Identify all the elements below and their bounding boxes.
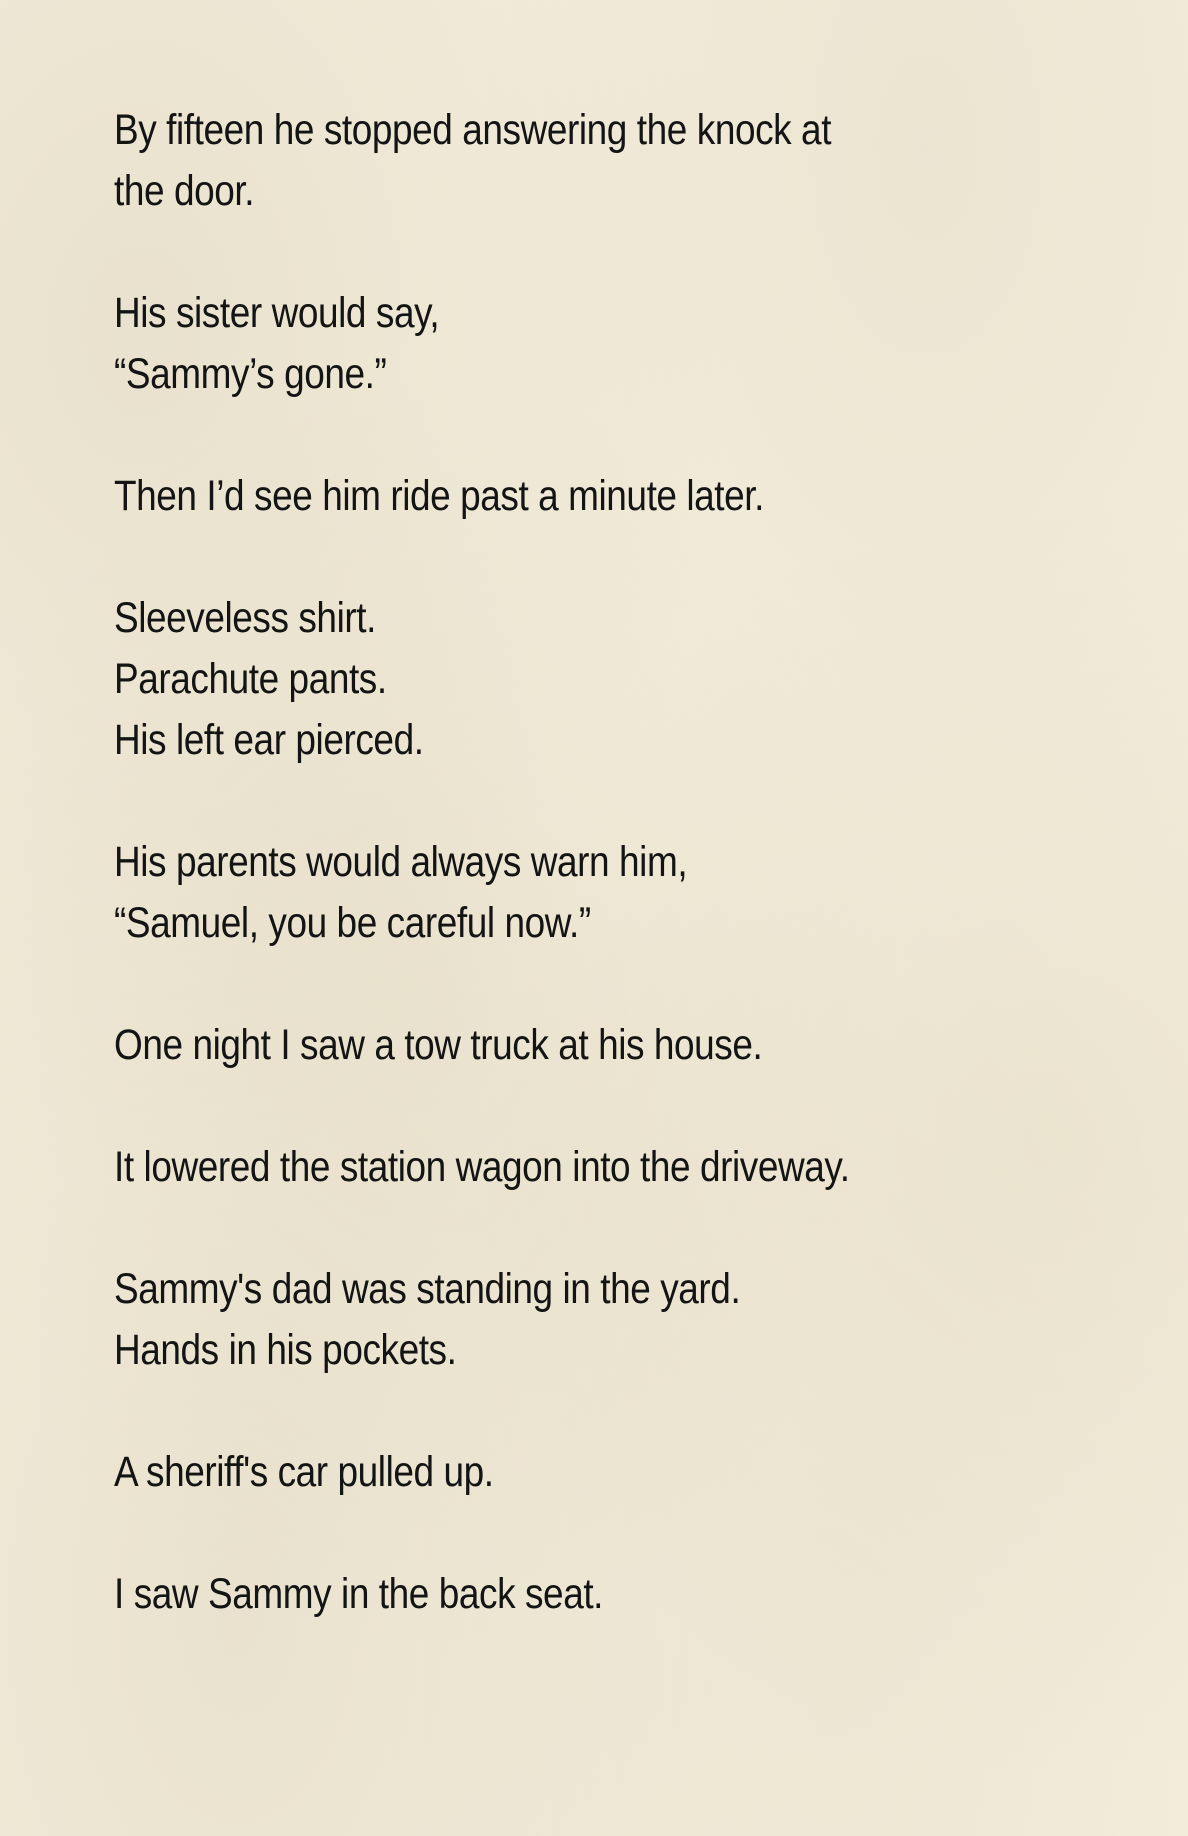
- poem-line: I saw Sammy in the back seat.: [114, 1570, 604, 1618]
- poem-line: His sister would say,: [114, 289, 440, 337]
- stanza: [114, 1137, 1078, 1198]
- poem-line: “Samuel, you be careful now.”: [114, 899, 591, 947]
- poem-line: A sheriff's car pulled up.: [114, 1448, 494, 1496]
- poem-line: One night I saw a tow truck at his house.: [114, 1021, 763, 1069]
- stanza: [114, 588, 1078, 771]
- stanza: [114, 1259, 1078, 1381]
- poem-line: It lowered the station wagon into the driveway.: [114, 1143, 850, 1191]
- stanza: [114, 100, 1078, 222]
- poem-line: the door.: [114, 167, 255, 215]
- poem-line: “Sammy’s gone.”: [114, 350, 387, 398]
- poem-line: Hands in his pockets.: [114, 1326, 457, 1374]
- poem-line: Sammy's dad was standing in the yard.: [114, 1265, 741, 1313]
- poem-line: Sleeveless shirt.: [114, 594, 376, 642]
- stanza: [114, 1015, 1078, 1076]
- poem-line: Parachute pants.: [114, 655, 387, 703]
- poem-line: By fifteen he stopped answering the knock at: [114, 106, 832, 154]
- stanza: [114, 1564, 1078, 1625]
- stanza: [114, 832, 1078, 954]
- poem-line: His parents would always warn him,: [114, 838, 688, 886]
- poem-line: His left ear pierced.: [114, 716, 424, 764]
- stanza: [114, 466, 1078, 527]
- stanza: [114, 283, 1078, 405]
- stanza: [114, 1442, 1078, 1503]
- poem-line: Then I’d see him ride past a minute later.: [114, 472, 764, 520]
